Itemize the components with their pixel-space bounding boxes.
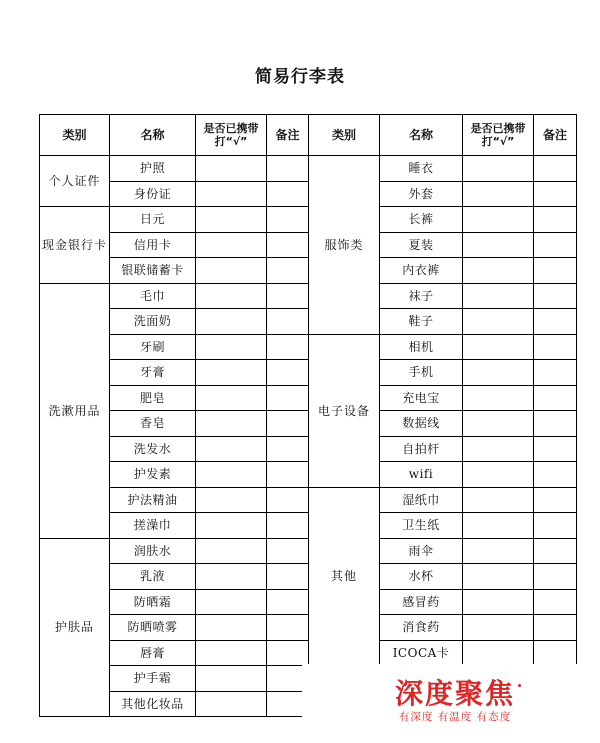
carried-check-cell[interactable] [196,156,267,182]
carried-check-cell[interactable] [463,564,534,590]
item-name-cell: 乳液 [110,564,196,590]
notes-cell[interactable] [534,589,577,615]
item-name-cell: 香皂 [110,411,196,437]
notes-cell[interactable] [534,232,577,258]
carried-check-cell[interactable] [463,334,534,360]
category-cell: 电子设备 [309,334,380,487]
header-notes-right: 备注 [534,115,577,156]
item-name-cell: 防晒霜 [110,589,196,615]
carried-check-cell[interactable] [196,691,267,717]
carried-check-cell[interactable] [196,666,267,692]
item-name-cell: 感冒药 [380,589,463,615]
item-name-cell: 银联储蓄卡 [110,258,196,284]
item-name-cell: 搓澡巾 [110,513,196,539]
item-name-cell: 肥皂 [110,385,196,411]
carried-check-cell[interactable] [196,232,267,258]
notes-cell[interactable] [534,564,577,590]
notes-cell[interactable] [267,207,309,233]
page-title: 简易行李表 [255,67,345,87]
carried-check-cell[interactable] [196,436,267,462]
notes-cell[interactable] [267,156,309,182]
item-name-cell: 护法精油 [110,487,196,513]
carried-check-cell[interactable] [463,462,534,488]
table-row [40,207,577,233]
item-name-cell: 外套 [380,181,463,207]
notes-cell[interactable] [267,334,309,360]
carried-check-cell[interactable] [463,258,534,284]
item-name-cell: 牙刷 [110,334,196,360]
category-cell: 现金银行卡 [40,207,110,284]
carried-check-cell[interactable] [463,360,534,386]
carried-check-cell[interactable] [196,258,267,284]
item-name-cell: 信用卡 [110,232,196,258]
notes-cell[interactable] [534,513,577,539]
notes-cell[interactable] [534,615,577,641]
table-row [40,309,577,335]
notes-cell[interactable] [267,538,309,564]
carried-check-cell[interactable] [196,462,267,488]
item-name-cell: 手机 [380,360,463,386]
item-name-cell: 充电宝 [380,385,463,411]
item-name-cell: 湿纸巾 [380,487,463,513]
item-name-cell: 牙膏 [110,360,196,386]
table-row [40,360,577,386]
watermark [380,678,530,724]
carried-check-cell[interactable] [463,309,534,335]
carried-check-cell[interactable] [196,334,267,360]
notes-cell[interactable] [534,385,577,411]
notes-cell[interactable] [267,181,309,207]
notes-cell[interactable] [534,283,577,309]
carried-check-cell[interactable] [196,360,267,386]
watermark-main: 深度聚焦 [394,677,515,710]
item-name-cell: 卫生纸 [380,513,463,539]
item-name-cell: 长裤 [380,207,463,233]
category-cell: 个人证件 [40,156,110,207]
carried-check-cell[interactable] [463,156,534,182]
notes-cell[interactable] [267,436,309,462]
notes-cell[interactable] [267,309,309,335]
notes-cell[interactable] [534,640,577,666]
carried-check-cell[interactable] [196,207,267,233]
carried-check-cell[interactable] [196,181,267,207]
watermark-sub: 有深度 有温度 有态度 [398,711,512,723]
item-name-cell: 洗面奶 [110,309,196,335]
item-name-cell: ICOCA卡 [380,640,463,666]
notes-cell[interactable] [534,156,577,182]
item-name-cell: 雨伞 [380,538,463,564]
item-name-cell: 睡衣 [380,156,463,182]
item-name-cell: 自拍杆 [380,436,463,462]
carried-check-cell[interactable] [196,283,267,309]
notes-cell[interactable] [267,615,309,641]
table-row [40,436,577,462]
header-carried-left: 是否已携带打“√” [196,115,267,156]
item-name-cell: 袜子 [380,283,463,309]
notes-cell[interactable] [267,640,309,666]
table-row [40,283,577,309]
carried-check-cell[interactable] [196,385,267,411]
carried-check-cell[interactable] [196,640,267,666]
category-cell: 护肤品 [40,538,110,717]
carried-check-cell[interactable] [196,513,267,539]
item-name-cell: 鞋子 [380,309,463,335]
item-name-cell: 消食药 [380,615,463,641]
category-cell: 服饰类 [309,156,380,335]
table-row [40,411,577,437]
item-name-cell: 护手霜 [110,666,196,692]
header-name-right: 名称 [380,115,463,156]
notes-cell[interactable] [534,487,577,513]
carried-check-cell[interactable] [463,207,534,233]
carried-check-cell[interactable] [196,589,267,615]
carried-check-cell[interactable] [463,487,534,513]
notes-cell[interactable] [534,258,577,284]
carried-check-cell[interactable] [196,538,267,564]
table-row [40,564,577,590]
table-row [40,232,577,258]
carried-check-cell[interactable] [463,615,534,641]
item-name-cell: 相机 [380,334,463,360]
notes-cell[interactable] [267,283,309,309]
item-name-cell: 数据线 [380,411,463,437]
notes-cell[interactable] [534,538,577,564]
table-row [40,258,577,284]
header-notes-left: 备注 [267,115,309,156]
carried-check-cell[interactable] [196,564,267,590]
item-name-cell: 润肤水 [110,538,196,564]
category-cell: 洗漱用品 [40,283,110,538]
carried-check-cell[interactable] [463,640,534,666]
notes-cell[interactable] [534,207,577,233]
table-row [40,640,577,666]
carried-check-cell[interactable] [463,385,534,411]
carried-check-cell[interactable] [196,487,267,513]
carried-check-cell[interactable] [463,411,534,437]
notes-cell[interactable] [267,462,309,488]
carried-check-cell[interactable] [463,589,534,615]
item-name-cell: 内衣裤 [380,258,463,284]
notes-cell[interactable] [267,487,309,513]
header-name-left: 名称 [110,115,196,156]
item-name-cell: 护发素 [110,462,196,488]
notes-cell[interactable] [534,360,577,386]
item-name-cell: 夏装 [380,232,463,258]
notes-cell[interactable] [267,385,309,411]
table-row [40,513,577,539]
item-name-cell: 护照 [110,156,196,182]
table-row [40,487,577,513]
table-row [40,538,577,564]
table-row [40,462,577,488]
carried-check-cell[interactable] [463,181,534,207]
notes-cell[interactable] [267,411,309,437]
item-name-cell: 水杯 [380,564,463,590]
notes-cell[interactable] [267,360,309,386]
carried-check-cell[interactable] [463,538,534,564]
item-name-cell: 其他化妆品 [110,691,196,717]
item-name-cell: 洗发水 [110,436,196,462]
carried-check-cell[interactable] [196,411,267,437]
notes-cell[interactable] [534,334,577,360]
item-name-cell: 毛巾 [110,283,196,309]
table-row [40,334,577,360]
item-name-cell: 日元 [110,207,196,233]
table-row [40,615,577,641]
header-carried-right: 是否已携带打“√” [463,115,534,156]
notes-cell[interactable] [534,462,577,488]
carried-check-cell[interactable] [196,615,267,641]
table-row [40,156,577,182]
notes-cell[interactable] [267,232,309,258]
item-name-cell: 唇膏 [110,640,196,666]
header-row [40,115,577,156]
carried-check-cell[interactable] [196,309,267,335]
watermark-dot [518,684,521,687]
notes-cell[interactable] [534,436,577,462]
notes-cell[interactable] [534,309,577,335]
item-name-cell: 防晒喷雾 [110,615,196,641]
header-category-right: 类别 [309,115,380,156]
category-cell: 其他 [309,487,380,666]
header-category-left: 类别 [40,115,110,156]
notes-cell[interactable] [267,513,309,539]
carried-check-cell[interactable] [463,283,534,309]
item-name-cell: 身份证 [110,181,196,207]
packing-list-table [39,114,577,717]
notes-cell[interactable] [267,589,309,615]
notes-cell[interactable] [534,411,577,437]
table-row [40,589,577,615]
carried-check-cell[interactable] [463,436,534,462]
carried-check-cell[interactable] [463,513,534,539]
notes-cell[interactable] [267,258,309,284]
item-name-cell: wifi [380,462,463,488]
notes-cell[interactable] [267,564,309,590]
table-row [40,385,577,411]
table-row [40,181,577,207]
notes-cell[interactable] [534,181,577,207]
carried-check-cell[interactable] [463,232,534,258]
